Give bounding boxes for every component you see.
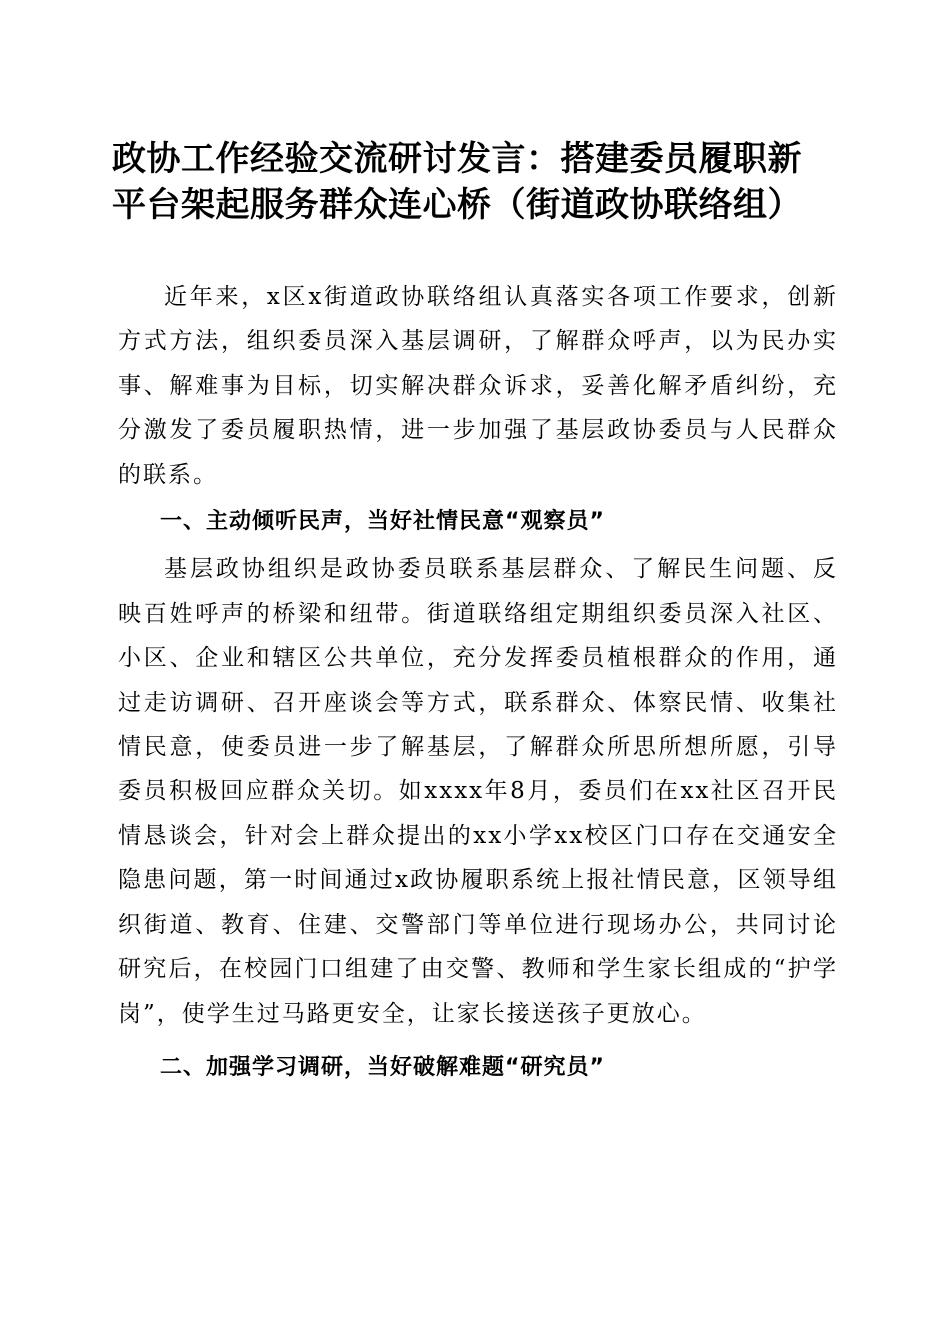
title-line-2: 平台架起服务群众连心桥（街道政协联络组） (112, 185, 802, 225)
intro-paragraph: 近年来，x区x街道政协联络组认真落实各项工作要求，创新方式方法，组织委员深入基层调研，了解群众呼声，以为民办实事、解难事为目标，切实解决群众诉求，妥善化解矛盾纠纷，充分激发了委员履职热情，进一步加强了基层政协委员与人民群众的联系。 (118, 284, 838, 488)
section-heading-2: 二、加强学习调研，当好破解难题“研究员” (160, 1054, 605, 1080)
document-body (118, 275, 838, 1090)
section-1-paragraph: 基层政协组织是政协委员联系基层群众、了解民生问题、反映百姓呼声的桥梁和纽带。街道联络组定期组织委员深入社区、小区、企业和辖区公共单位，充分发挥委员植根群众的作用，通过走访调研、召开座谈会等方式，联系群众、体察民情、收集社情民意，使委员进一步了解基层，了解群众所思所想所愿，引导委员积极回应群众关切。如xxxx年8月，委员们在xx社区召开民情恳谈会，针对会上群众提出的xx小学xx校区门口存在交通安全隐患问题，第一时间通过x政协履职系统上报社情民意，区领导组织街道、教育、住建、交警部门等单位进行现场办公，共同讨论研究后，在校园门口组建了由交警、教师和学生家长组成的“护学岗”，使学生过马路更安全，让家长接送孩子更放心。 (118, 556, 838, 1027)
section-heading-1: 一、主动倾听民声，当好社情民意“观察员” (160, 509, 605, 535)
document-title (112, 136, 842, 228)
title-line-1: 政协工作经验交流研讨发言：搭建委员履职新 (112, 139, 802, 179)
